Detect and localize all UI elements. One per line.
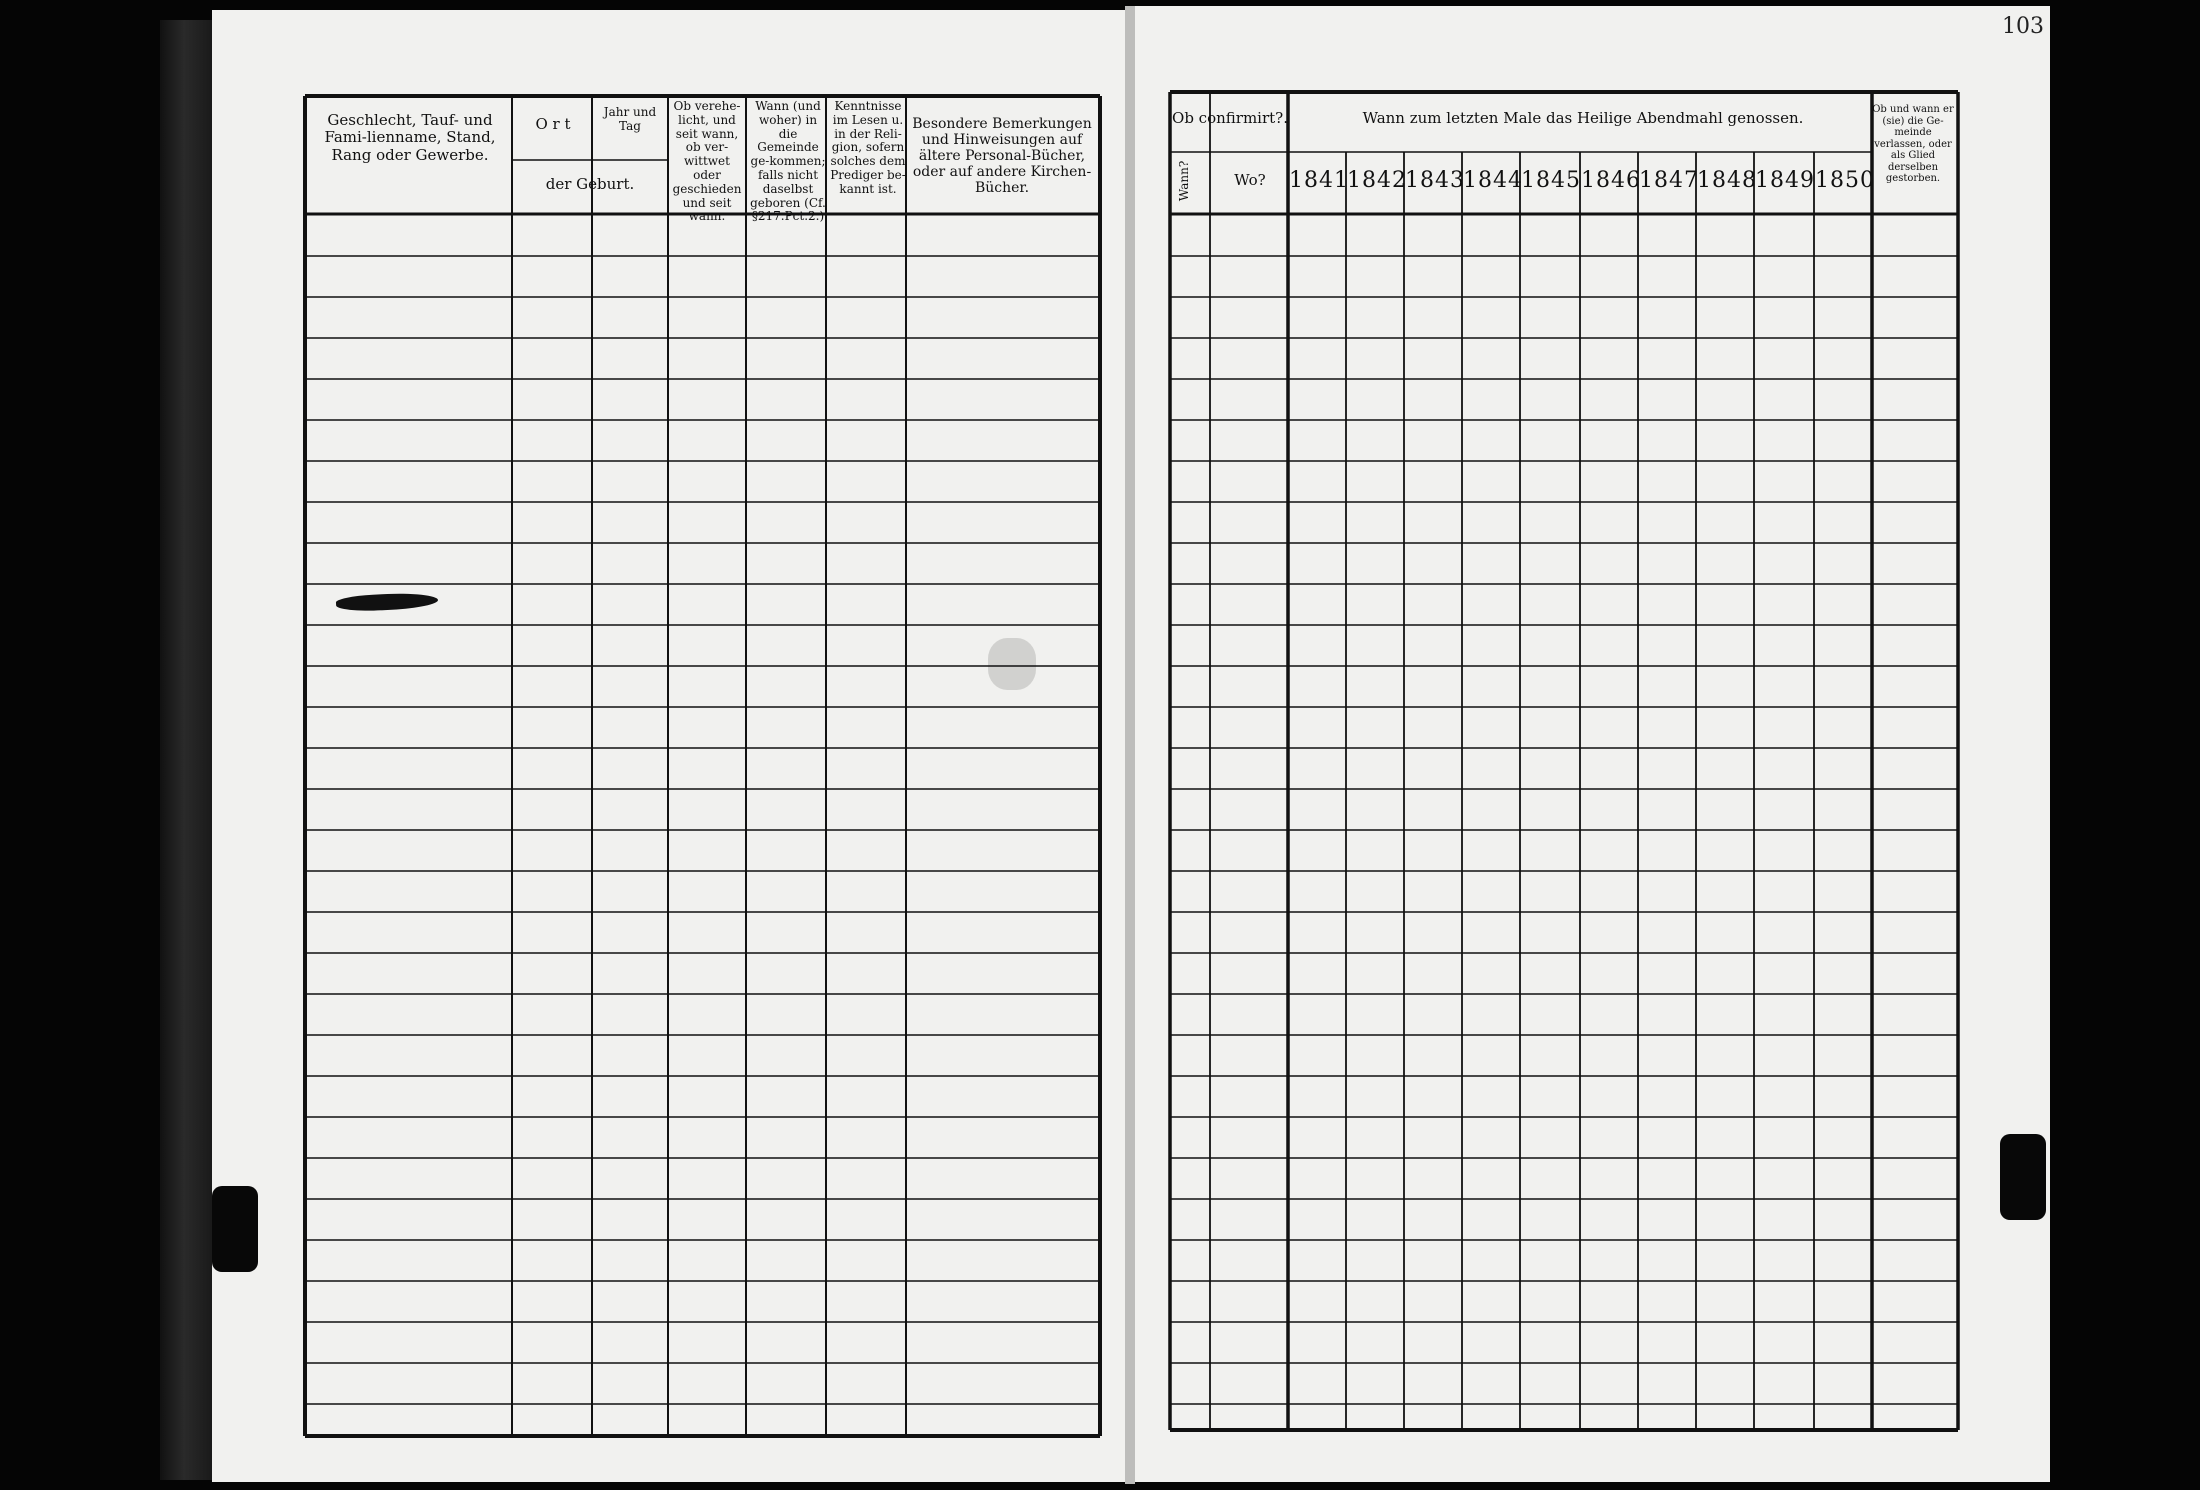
year-header-1844: 1844 xyxy=(1463,168,1523,193)
header-reading-religion: Kenntnisse im Lesen u. in der Reli-gion, sofern solches dem Prediger be-kannt ist. xyxy=(830,99,906,196)
year-header-1848: 1848 xyxy=(1697,168,1757,193)
header-birth-date: Jahr und Tag xyxy=(603,105,657,133)
left-table-grid xyxy=(305,96,1100,1436)
header-marital-status: Ob verehe-licht, und seit wann, ob ver-wittwet oder geschieden und seit wann. xyxy=(672,99,742,224)
year-header-1841: 1841 xyxy=(1289,168,1349,193)
year-header-1843: 1843 xyxy=(1405,168,1465,193)
header-left-or-died: Ob und wann er (sie) die Ge-meinde verlassen, oder als Glied derselben gestorben. xyxy=(1872,104,1954,184)
header-remarks: Besondere Bemerkungen und Hinweisungen auf ältere Personal-Bücher, oder auf andere Kirchen-Bücher. xyxy=(912,116,1092,197)
header-where: Wo? xyxy=(1234,171,1266,189)
header-of-birth: der Geburt. xyxy=(545,175,635,193)
header-last-communion: Wann zum letzten Male das Heilige Abendmahl genossen. xyxy=(1362,109,1804,127)
page-number: 103 xyxy=(2002,14,2044,39)
year-header-1845: 1845 xyxy=(1521,168,1581,193)
header-name-column: Geschlecht, Tauf- und Fami-lienname, Stand, Rang oder Gewerbe. xyxy=(324,111,496,164)
year-header-1847: 1847 xyxy=(1639,168,1699,193)
header-arrival-in-parish: Wann (und woher) in die Gemeinde ge-kommen; falls nicht daselbst geboren (Cf. §217.Pct.2.) xyxy=(750,99,826,224)
year-header-1850: 1850 xyxy=(1815,168,1875,193)
year-header-1849: 1849 xyxy=(1755,168,1815,193)
header-place-of-birth: O r t xyxy=(535,115,571,133)
right-table-grid xyxy=(1170,92,1958,1430)
year-header-1842: 1842 xyxy=(1347,168,1407,193)
header-when: Wann? xyxy=(1177,160,1192,202)
year-header-1846: 1846 xyxy=(1581,168,1641,193)
header-confirmed: Ob confirmirt?. xyxy=(1172,109,1288,127)
